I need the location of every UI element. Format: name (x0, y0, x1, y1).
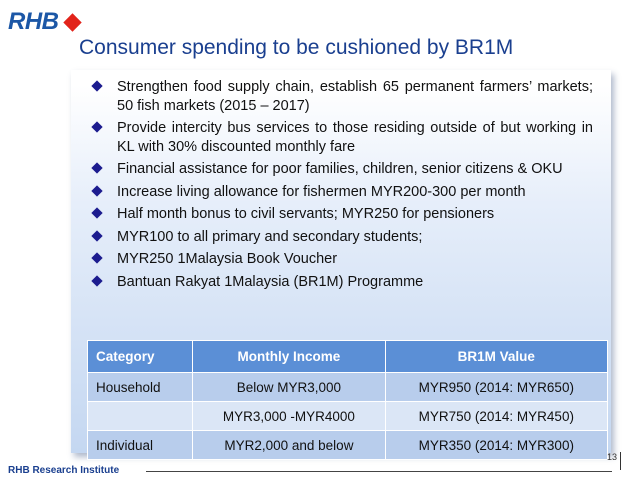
br1m-table (87, 340, 608, 460)
cell-category (88, 402, 193, 431)
bullet-text: Increase living allowance for fishermen MYR200-300 per month (117, 183, 526, 200)
bullet-text: MYR250 1Malaysia Book Voucher (117, 251, 338, 267)
diamond-bullet-icon (91, 207, 102, 218)
slide-title: Consumer spending to be cushioned by BR1M (79, 36, 514, 59)
diamond-bullet-icon (91, 185, 102, 196)
bullet-text: MYR100 to all primary and secondary students; (117, 228, 423, 245)
table-header-row (88, 341, 608, 373)
table-row (88, 431, 608, 460)
diamond-logo-icon (63, 13, 81, 31)
cell-monthly-income: MYR2,000 and below (193, 431, 385, 460)
bullet-text: Provide intercity bus services to those residing outside of but working in KL with 30% discounted monthly fare (117, 120, 593, 155)
bullet-text: Bantuan Rakyat 1Malaysia (BR1M) Programme (117, 273, 424, 290)
bullet-item (89, 183, 593, 202)
diamond-bullet-icon (91, 121, 102, 132)
cell-br1m-value: MYR950 (2014: MYR650) (385, 373, 607, 402)
bullet-item (89, 250, 593, 269)
bullet-text: Half month bonus to civil servants; MYR250 for pensioners (117, 206, 495, 222)
bullet-text: Financial assistance for poor families, children, senior citizens & OKU (117, 161, 563, 177)
bullet-item (89, 228, 593, 247)
header-br1m-value: BR1M Value (385, 341, 607, 373)
diamond-bullet-icon (91, 230, 102, 241)
logo-text: RHB (8, 8, 59, 35)
page-number: 13 (607, 452, 618, 462)
table-row (88, 373, 608, 402)
bullet-item (89, 205, 593, 224)
footer-vertical-divider (620, 452, 621, 470)
diamond-bullet-icon (91, 80, 102, 91)
cell-category: Individual (88, 431, 193, 460)
diamond-bullet-icon (91, 275, 102, 286)
cell-br1m-value: MYR750 (2014: MYR450) (385, 402, 607, 431)
bullet-item (89, 273, 593, 292)
content-panel (71, 70, 611, 453)
rhb-logo (8, 8, 79, 36)
cell-category: Household (88, 373, 193, 402)
diamond-bullet-icon (91, 252, 102, 263)
diamond-bullet-icon (91, 162, 102, 173)
header-monthly-income: Monthly Income (193, 341, 385, 373)
bullet-list (89, 78, 593, 295)
bullet-text: Strengthen food supply chain, establish 65 permanent farmers’ markets; 50 fish markets (2015 – 2017) (117, 79, 593, 114)
bullet-item (89, 160, 593, 179)
bullet-item (89, 119, 593, 156)
cell-monthly-income: Below MYR3,000 (193, 373, 385, 402)
cell-br1m-value: MYR350 (2014: MYR300) (385, 431, 607, 460)
cell-monthly-income: MYR3,000 -MYR4000 (193, 402, 385, 431)
table-row (88, 402, 608, 431)
header-category: Category (88, 341, 193, 373)
footer-institute: RHB Research Institute (8, 465, 120, 476)
footer-divider (146, 471, 612, 472)
bullet-item (89, 78, 593, 115)
